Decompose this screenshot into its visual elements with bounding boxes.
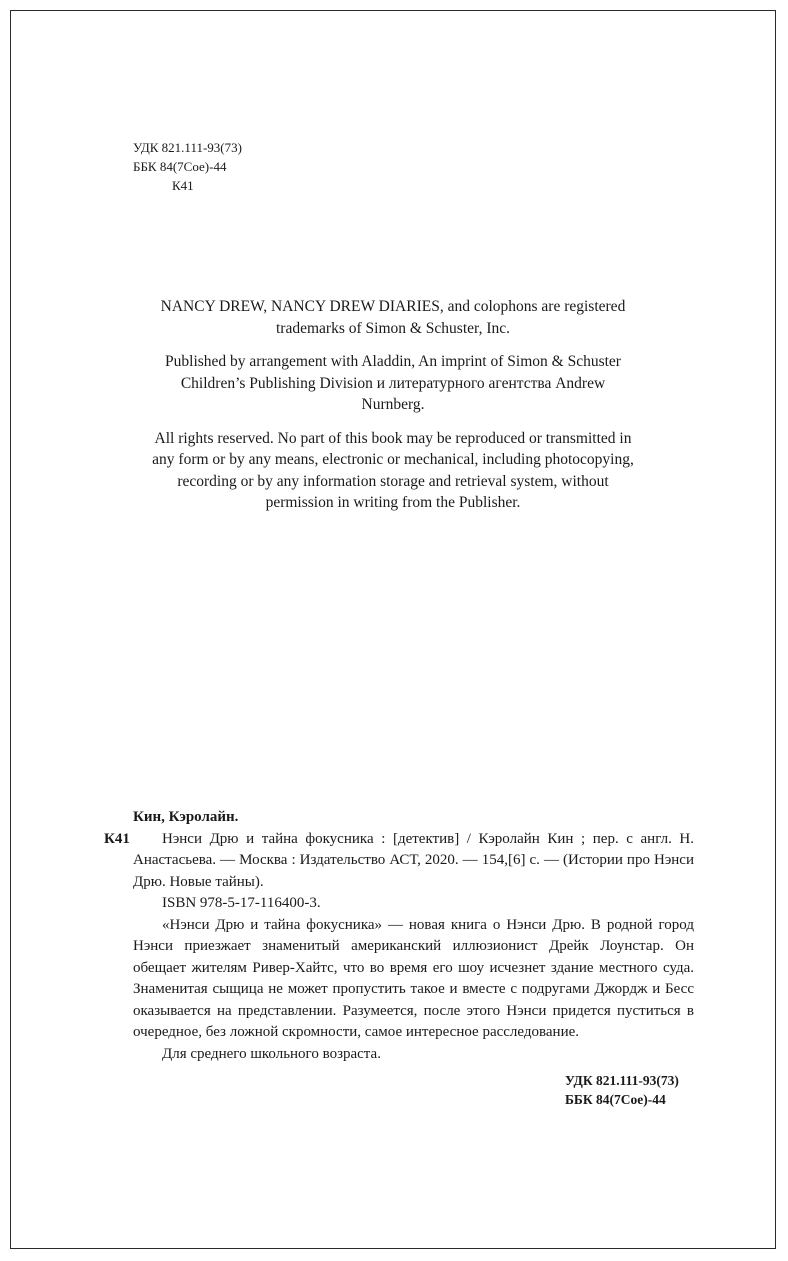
annotation: «Нэнси Дрю и тайна фокусника» — новая книга о Нэнси Дрю. В родной город Нэнси приезжает знаменитый американский иллюзионист Дрейк Лоунстар. Он обещает жителям Ривер-Хайтс, что во время его шоу исчезнет здание местного суда. Знаменитая сыщица не может пропустить такое и вместе с подругами Джордж и Бесс оказывается на представлении. Разумеется, после этого Нэнси придется пуститься в очередное, без ложной скромности, самое интересное расследование. xyxy=(133,916,694,1040)
entry-row xyxy=(104,829,694,894)
udk-code: УДК 821.111-93(73) xyxy=(133,140,242,155)
udk-code-bottom: УДК 821.111-93(73) xyxy=(565,1073,679,1088)
trademarks-paragraph: NANCY DREW, NANCY DREW DIARIES, and colophons are registered trademarks of Simon & Schuster, Inc. xyxy=(160,298,626,337)
copyright-notice xyxy=(150,296,636,526)
arrangement-paragraph: Published by arrangement with Aladdin, An imprint of Simon & Schuster Children’s Publishing Division и литературного агентства Andrew Nurnberg. xyxy=(165,353,621,413)
audience-note: Для среднего школьного возраста. xyxy=(162,1045,381,1062)
rights-paragraph: All rights reserved. No part of this book may be reproduced or transmitted in any form or by any means, electronic or mechanical, including photocopying, recording or by any information storage and retrieval system, without permission in writing from the Publisher. xyxy=(152,429,634,511)
author-mark-bold: К41 xyxy=(104,830,130,847)
author-heading: Кин, Кэролайн. xyxy=(133,809,239,825)
bibliographic-entry: Нэнси Дрю и тайна фокусника : [детектив] / Кэролайн Кин ; пер. с англ. Н. Анастасьева. — Москва : Издательство АСТ, 2020. — 154,[6] с. — (Истории про Нэнси Дрю. Новые тайны). xyxy=(133,830,694,890)
classification-codes-top xyxy=(133,138,242,195)
bibliographic-record xyxy=(104,807,694,1065)
isbn: ISBN 978-5-17-116400-3. xyxy=(162,895,321,911)
bbk-code: ББК 84(7Сое)-44 xyxy=(133,159,227,174)
classification-codes-bottom xyxy=(565,1071,679,1109)
bbk-code-bottom: ББК 84(7Сое)-44 xyxy=(565,1092,666,1107)
author-mark: К41 xyxy=(172,178,194,193)
